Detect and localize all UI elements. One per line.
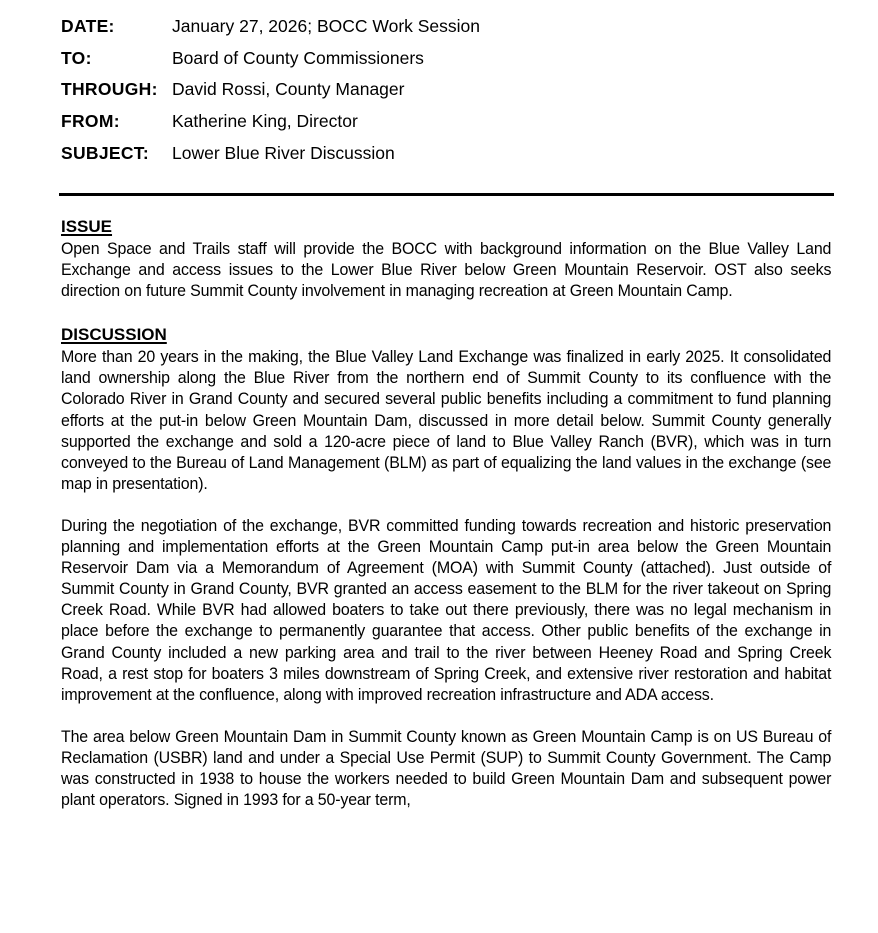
memo-date-row xyxy=(61,11,480,43)
issue-section xyxy=(61,216,831,302)
memo-body xyxy=(61,216,831,811)
through-value: David Rossi, County Manager xyxy=(172,79,405,100)
discussion-paragraph-2: During the negotiation of the exchange, BVR committed funding towards recreation and historic preservation planning and implementation efforts at the Green Mountain Camp put-in area below the Green Mountain Reservoir Dam via a Memorandum of Agreement (MOA) with Summit County (attached). Just outside of Summit County in Grand County, BVR granted an access easement to the BLM for the river takeout on Spring Creek Road. While BVR had allowed boaters to take out there previously, there was no legal mechanism in place before the exchange to permanently guarantee that access. Other public benefits of the exchange in Grand County included a new parking area and trail to the river between Heeney Road and Spring Creek Road, a rest stop for boaters 3 miles downstream of Spring Creek, and extensive river restoration and habitat improvement at the confluence, along with improved recreation infrastructure and ADA access. xyxy=(61,516,832,704)
subject-value: Lower Blue River Discussion xyxy=(172,142,395,163)
section-spacer xyxy=(61,302,831,324)
discussion-section xyxy=(61,324,831,811)
memo-to-row xyxy=(61,43,480,75)
from-value: Katherine King, Director xyxy=(172,111,358,132)
issue-heading: ISSUE xyxy=(61,217,113,236)
discussion-paragraph-1: More than 20 years in the making, the Blue Valley Land Exchange was finalized in early 2025. It consolidated land ownership along the Blue River from the northern end of Summit County to its confluence with the Colorado River in Grand County and secured several public benefits including a commitment to fund planning efforts at the put-in below Green Mountain Dam, discussed in more detail below. Summit County generally supported the exchange and sold a 120-acre piece of land to Blue Valley Ranch (BVR), which was in turn conveyed to the Bureau of Land Management (BLM) as part of equalizing the land values in the exchange (see map in presentation). xyxy=(61,348,832,493)
discussion-paragraph-3: The area below Green Mountain Dam in Summit County known as Green Mountain Camp is on US Bureau of Reclamation (USBR) land and under a Special Use Permit (SUP) to Summit County Government. The Camp was constructed in 1938 to house the workers needed to build Green Mountain Dam and subsequent power plant operators. Signed in 1993 for a 50-year term, xyxy=(61,727,832,810)
through-label: THROUGH: xyxy=(61,79,158,100)
header-divider xyxy=(59,193,834,196)
memo-header xyxy=(61,11,480,169)
date-value: January 27, 2026; BOCC Work Session xyxy=(172,16,481,37)
issue-paragraph: Open Space and Trails staff will provide the BOCC with background information on the Blue Valley Land Exchange and access issues to the Lower Blue River below Green Mountain Reservoir. OST also seeks direction on future Summit County involvement in managing recreation at Green Mountain Camp. xyxy=(61,240,832,301)
discussion-heading: DISCUSSION xyxy=(61,325,167,345)
subject-label: SUBJECT: xyxy=(61,142,149,163)
memo-through-row xyxy=(61,74,480,106)
to-label: TO: xyxy=(61,47,92,68)
memo-from-row xyxy=(61,106,480,138)
paragraph-spacer xyxy=(61,495,831,516)
date-label: DATE: xyxy=(61,16,115,37)
to-value: Board of County Commissioners xyxy=(172,47,424,68)
from-label: FROM: xyxy=(61,111,120,132)
paragraph-spacer xyxy=(61,706,831,727)
memo-subject-row xyxy=(61,137,480,169)
